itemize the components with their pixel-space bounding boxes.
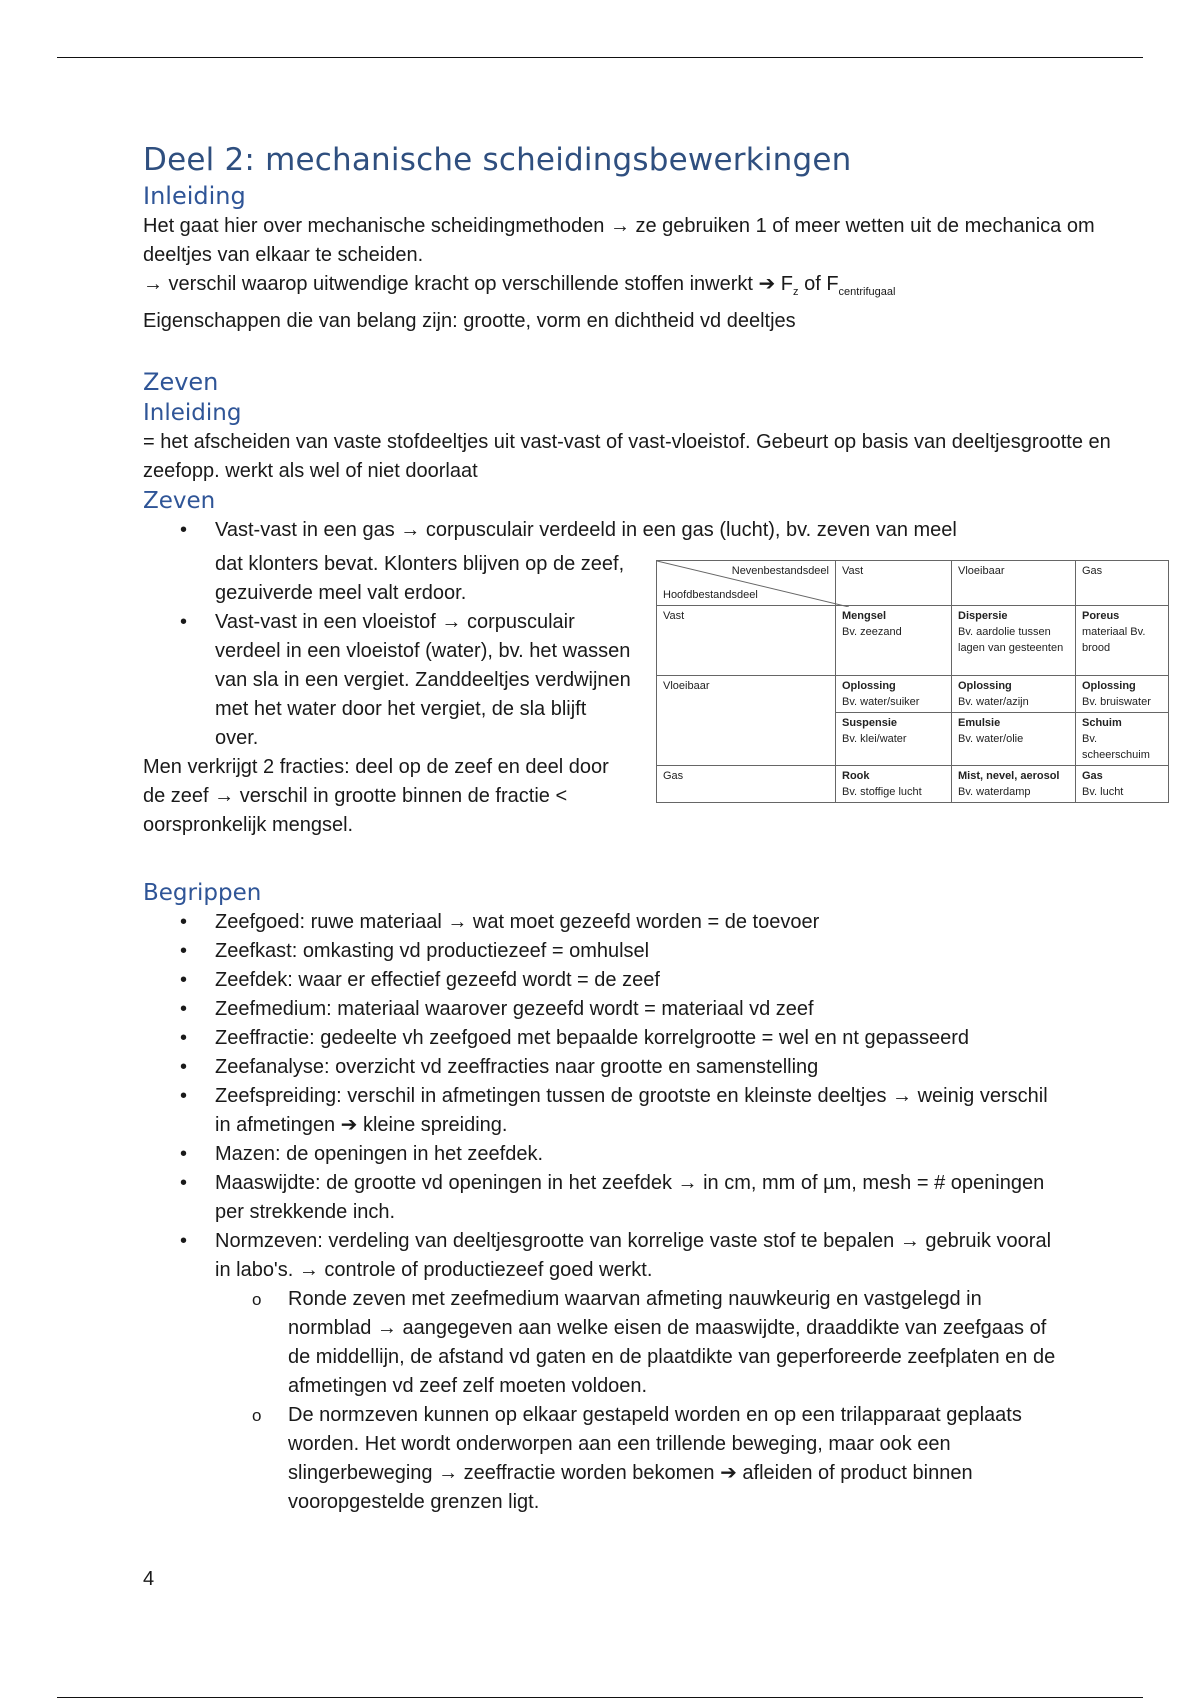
table-cell: Mengsel Bv. zeezand	[836, 606, 952, 676]
table-corner	[657, 561, 836, 606]
corner-top-label: Nevenbestandsdeel	[731, 565, 829, 577]
list-item: • Vast-vast in een gas → corpusculair verdeeld in een gas (lucht), bv. zeven van meel	[143, 516, 1143, 545]
table-cell: Gas Bv. lucht	[1076, 766, 1169, 803]
list-item: • Zeefdek: waar er effectief gezeefd wordt = de zeef	[143, 966, 1063, 995]
table-cell: Oplossing Bv. water/azijn	[952, 676, 1076, 713]
intro-line-3: Eigenschappen die van belang zijn: grootte, vorm en dichtheid vd deeltjes	[143, 310, 796, 332]
row-header: Gas	[657, 766, 836, 803]
begrippen-section	[143, 878, 1063, 1517]
table-cell: Schuim Bv. scheerschuim	[1076, 713, 1169, 766]
page-number: 4	[143, 1568, 155, 1590]
intro-heading: Inleiding	[143, 182, 246, 210]
zeven-intro-text: = het afscheiden van vaste stofdeeltjes uit vast-vast of vast-vloeistof. Gebeurt op basis van deeltjesgrootte en zeefopp. werkt als wel of niet doorlaat	[143, 431, 1111, 482]
row-header: Vloeibaar	[657, 676, 836, 766]
list-item: • Zeefanalyse: overzicht vd zeeffracties naar grootte en samenstelling	[143, 1053, 1063, 1082]
begrippen-heading: Begrippen	[143, 880, 262, 906]
mixture-table	[656, 560, 1169, 803]
list-item: • Zeefgoed: ruwe materiaal → wat moet gezeefd worden = de toevoer	[143, 908, 1063, 937]
table-cell: Dispersie Bv. aardolie tussen lagen van gesteenten	[952, 606, 1076, 676]
col-header: Vast	[836, 561, 952, 606]
zeven-heading: Zeven	[143, 368, 219, 396]
list-item: • Maaswijdte: de grootte vd openingen in het zeefdek → in cm, mm of µm, mesh = # openingen per strekkende inch.	[143, 1169, 1063, 1227]
list-item: • Mazen: de openingen in het zeefdek.	[143, 1140, 1063, 1169]
page-title: Deel 2: mechanische scheidingsbewerkingen	[143, 142, 852, 178]
table-cell: Oplossing Bv. bruiswater	[1076, 676, 1169, 713]
list-item: o De normzeven kunnen op elkaar gestapeld worden en op een trilapparaat geplaats worden. Het wordt onderworpen aan een trillende beweging, maar ook een slingerbeweging → zeeffractie worden bekomen ➔ afleiden of product binnen vooropgestelde grenzen ligt.	[143, 1401, 1063, 1517]
corner-bottom-label: Hoofdbestandsdeel	[663, 589, 758, 601]
footer-rule	[57, 1697, 1143, 1698]
list-item: • Vast-vast in een vloeistof → corpusculair verdeel in een vloeistof (water), bv. het wassen van sla in een vergiet. Zanddeeltjes verdwijnen met het water door het vergiet, de sla blijft over.	[143, 608, 633, 753]
normzeven-sublist	[143, 1285, 1063, 1517]
zeven-conclusion: Men verkrijgt 2 fracties: deel op de zeef en deel door de zeef → verschil in grootte binnen de fractie < oorspronkelijk mengsel.	[143, 756, 609, 836]
begrippen-list	[143, 908, 1063, 1285]
intro-line-1: Het gaat hier over mechanische scheidingmethoden → ze gebruiken 1 of meer wetten uit de mechanica om deeltjes van elkaar te scheiden.	[143, 215, 1095, 266]
list-item: • Zeefkast: omkasting vd productiezeef = omhulsel	[143, 937, 1063, 966]
list-item: o Ronde zeven met zeefmedium waarvan afmeting nauwkeurig en vastgelegd in normblad → aangegeven aan welke eisen de maaswijdte, draaddikte van zeefgaas of de middellijn, de afstand vd gaten en de plaatdikte van geperforeerde zeefplaten en de afmetingen vd zeef zelf moeten voldoen.	[143, 1285, 1063, 1401]
table-cell: Rook Bv. stoffige lucht	[836, 766, 952, 803]
list-item: • Zeefspreiding: verschil in afmetingen tussen de grootste en kleinste deeltjes → weinig verschil in afmetingen ➔ kleine spreiding.	[143, 1082, 1063, 1140]
list-item: • Zeefmedium: materiaal waarover gezeefd wordt = materiaal vd zeef	[143, 995, 1063, 1024]
table-cell: Suspensie Bv. klei/water	[836, 713, 952, 766]
zeven-narrow-block	[143, 550, 633, 840]
zeven-bullets	[143, 516, 1143, 545]
zeven-sub-heading: Zeven	[143, 488, 216, 514]
intro-line-2: → verschil waarop uitwendige kracht op verschillende stoffen inwerkt ➔ $F_z$ of $F_{centrifugaal}$	[143, 273, 896, 298]
zeven-intro-heading: Inleiding	[143, 400, 242, 426]
table-cell: Mist, nevel, aerosol Bv. waterdamp	[952, 766, 1076, 803]
list-item: • Normzeven: verdeling van deeltjesgrootte van korrelige vaste stof te bepalen → gebruik vooral in labo's. → controle of productiezeef goed werkt.	[143, 1227, 1063, 1285]
table-cell: Oplossing Bv. water/suiker	[836, 676, 952, 713]
col-header: Vloeibaar	[952, 561, 1076, 606]
col-header: Gas	[1076, 561, 1169, 606]
header-rule	[57, 57, 1143, 58]
bullet1-continuation: dat klonters bevat. Klonters blijven op de zeef, gezuiverde meel valt erdoor.	[215, 553, 625, 604]
row-header: Vast	[657, 606, 836, 676]
zeven-bullets-2	[143, 608, 633, 753]
list-item: • Zeeffractie: gedeelte vh zeefgoed met bepaalde korrelgrootte = wel en nt gepasseerd	[143, 1024, 1063, 1053]
table-cell: Emulsie Bv. water/olie	[952, 713, 1076, 766]
page-content	[143, 140, 1143, 545]
table-cell: Poreus materiaal Bv. brood	[1076, 606, 1169, 676]
